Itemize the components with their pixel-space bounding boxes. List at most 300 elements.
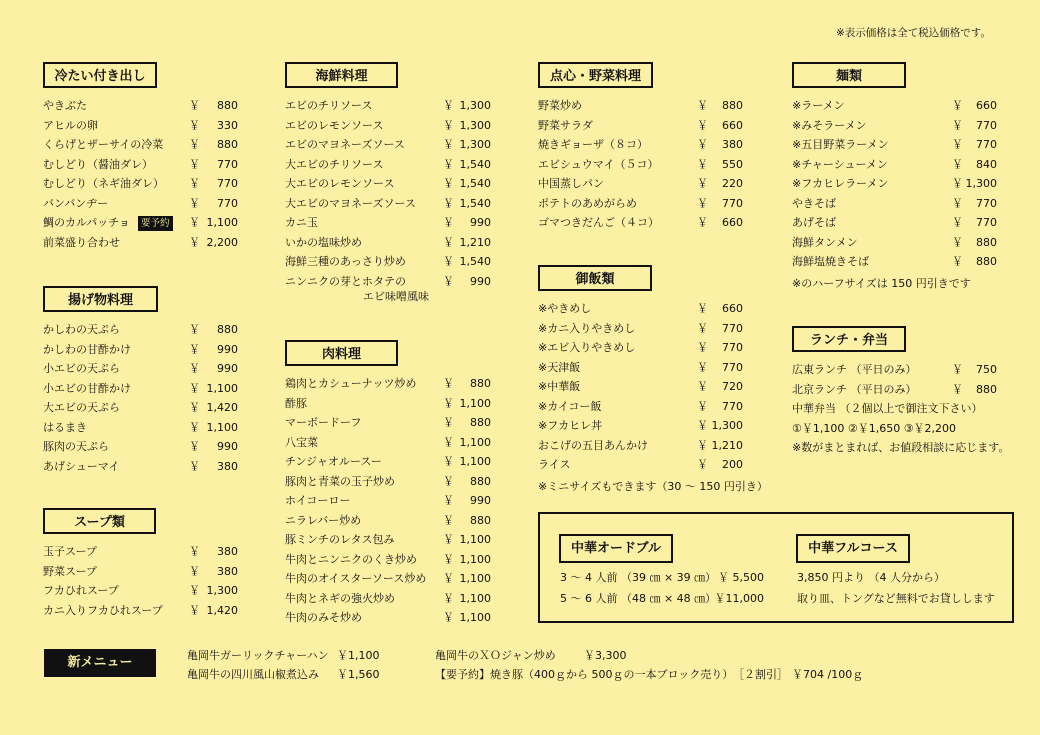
section-meat <box>285 340 491 628</box>
oeuvre-row-2-price: ￥11,000 <box>714 592 764 605</box>
menu-item-price: 990 <box>470 216 491 229</box>
menu-item-price: 660 <box>722 216 743 229</box>
yen-sign: ￥ <box>443 416 454 429</box>
yen-sign: ￥ <box>952 363 963 376</box>
yen-sign: ￥ <box>952 99 963 112</box>
yen-sign: ￥ <box>952 216 963 229</box>
menu-item-price: 880 <box>976 382 997 396</box>
menu-item-price: 770 <box>217 157 238 171</box>
menu-item-price: 380 <box>217 545 238 558</box>
menu-item <box>285 433 491 453</box>
menu-item <box>792 135 997 155</box>
menu-item <box>285 452 491 472</box>
menu-item-price: 990 <box>217 440 238 453</box>
menu-item-name: 広東ランチ （平日のみ） <box>792 363 917 376</box>
menu-item <box>43 96 238 116</box>
yen-sign: ￥ <box>443 99 454 112</box>
menu-item <box>285 155 491 175</box>
menu-item <box>43 359 238 379</box>
bento-prices: ①￥1,100 ②￥1,650 ③￥2,200 <box>792 421 957 435</box>
section-fried <box>43 286 238 476</box>
menu-item-name: ※やきめし <box>538 302 592 315</box>
noodles-note: ※のハーフサイズは 150 円引きです <box>792 276 971 290</box>
menu-item-name: マーボードーフ <box>285 416 362 429</box>
menu-item <box>285 472 491 492</box>
new-item-2-price: ￥1,560 <box>337 668 380 681</box>
menu-item-name: 鶏肉とカシューナッツ炒め <box>285 377 417 390</box>
menu-item-name: ※中華飯 <box>538 380 581 393</box>
yen-sign: ￥ <box>443 118 454 132</box>
menu-item <box>285 530 491 550</box>
menu-item-name: むしどり（醤油ダレ） <box>43 157 153 171</box>
menu-item <box>43 213 238 233</box>
yen-sign: ￥ <box>189 584 200 597</box>
menu-item-name: 海鮮三種のあっさり炒め <box>285 255 406 268</box>
yen-sign: ￥ <box>443 377 454 390</box>
menu-item-price: 1,100 <box>459 396 491 410</box>
section-title-fried: 揚げ物料理 <box>43 286 158 312</box>
section-dimsum <box>538 62 743 233</box>
section-lunch <box>792 326 1012 458</box>
yen-sign: ￥ <box>697 321 708 335</box>
yen-sign: ￥ <box>697 341 708 354</box>
menu-item-price: 550 <box>722 157 743 171</box>
menu-item <box>538 416 743 436</box>
menu-item-subtitle: エビ味噌風味 <box>363 289 429 303</box>
menu-item-name: ※チャーシューメン <box>792 157 888 171</box>
yen-sign: ￥ <box>952 382 963 396</box>
menu-item-name: ポテトのあめがらめ <box>538 196 637 210</box>
menu-item-price: 770 <box>976 196 997 210</box>
menu-item <box>285 608 491 628</box>
new-item-3-price: ￥3,300 <box>584 649 627 662</box>
yen-sign: ￥ <box>697 118 708 132</box>
menu-item-price: 880 <box>217 138 238 151</box>
menu-item <box>285 213 491 233</box>
yen-sign: ￥ <box>189 216 200 229</box>
menu-item-name: かしわの天ぷら <box>43 323 120 336</box>
menu-item-price: 770 <box>217 196 238 210</box>
menu-item <box>538 135 743 155</box>
menu-item <box>43 562 238 582</box>
menu-item-name: エビのチリソース <box>285 99 373 112</box>
reservation-badge: 要予約 <box>138 216 173 231</box>
menu-item-price: 380 <box>217 564 238 578</box>
menu-item <box>43 116 238 136</box>
section-seafood <box>285 62 491 307</box>
menu-item <box>43 437 238 457</box>
new-item-3-name: 亀岡牛のＸＯジャン炒め <box>435 649 556 662</box>
menu-item-price: 1,210 <box>711 438 743 452</box>
menu-item-name: 小エビの天ぷら <box>43 362 120 375</box>
new-item-4-text: 【要予約】焼き豚（400ｇから 500ｇの一本ブロック売り） <box>435 668 734 681</box>
menu-item-price: 1,100 <box>459 455 491 468</box>
menu-item-price: 1,100 <box>206 381 238 395</box>
menu-item-name: アヒルの卵 <box>43 118 98 132</box>
yen-sign: ￥ <box>443 533 454 546</box>
menu-item <box>43 457 238 477</box>
yen-sign: ￥ <box>189 342 200 356</box>
yen-sign: ￥ <box>697 438 708 452</box>
menu-item-name: 北京ランチ （平日のみ） <box>792 382 917 396</box>
oeuvre-row-1-price: ￥ 5,500 <box>718 571 764 584</box>
menu-item-name: ライス <box>538 458 571 471</box>
yen-sign: ￥ <box>189 99 200 112</box>
yen-sign: ￥ <box>697 196 708 210</box>
menu-item <box>285 233 491 253</box>
menu-item <box>538 338 743 358</box>
menu-item-price: 770 <box>722 399 743 413</box>
yen-sign: ￥ <box>697 302 708 315</box>
menu-item-name: 野菜スープ <box>43 564 97 578</box>
menu-item <box>792 233 997 253</box>
yen-sign: ￥ <box>189 381 200 395</box>
menu-item <box>538 455 743 475</box>
yen-sign: ￥ <box>697 216 708 229</box>
menu-item-price: 880 <box>976 235 997 249</box>
menu-item <box>285 550 491 570</box>
menu-item-name: かしわの甘酢かけ <box>43 342 131 356</box>
rice-note: ※ミニサイズもできます（30 ～ 150 円引き） <box>538 479 768 493</box>
menu-item-price: 200 <box>722 458 743 471</box>
yen-sign: ￥ <box>189 401 200 414</box>
new-item-4-price: ￥704 /100ｇ <box>792 668 864 681</box>
menu-item-price: 770 <box>722 341 743 354</box>
menu-item-name: ※カイコー飯 <box>538 399 602 413</box>
yen-sign: ￥ <box>443 216 454 229</box>
menu-item-name: 中国蒸しパン <box>538 177 604 190</box>
menu-item-price: 380 <box>722 138 743 151</box>
menu-item <box>43 398 238 418</box>
menu-item <box>43 155 238 175</box>
menu-item-name: 海鮮塩焼きそば <box>792 255 869 268</box>
yen-sign: ￥ <box>443 611 454 624</box>
menu-item <box>285 589 491 609</box>
menu-item <box>792 194 997 214</box>
section-title-meat: 肉料理 <box>285 340 398 366</box>
menu-item-name: やきそば <box>792 196 836 210</box>
menu-item <box>285 116 491 136</box>
menu-item-name: エビのマヨネーズソース <box>285 138 405 151</box>
menu-item-name: エビシュウマイ（５コ） <box>538 157 659 171</box>
yen-sign: ￥ <box>443 138 454 151</box>
menu-item-name: くらげとザーサイの冷菜 <box>43 138 164 151</box>
menu-item-name: 八宝菜 <box>285 435 318 449</box>
yen-sign: ￥ <box>443 552 454 566</box>
menu-item-name: ゴマつきだんご（４コ） <box>538 216 659 229</box>
menu-item <box>792 116 997 136</box>
tax-note: ※表示価格は全て税込価格です。 <box>836 27 991 39</box>
menu-item-name: いかの塩味炒め <box>285 235 362 249</box>
menu-item-name: バンバンヂー <box>43 196 109 210</box>
oeuvre-row-1-label: 3 ～ 4 人前 （39 ㎝ × 39 ㎝） <box>560 571 717 584</box>
menu-item-price: 1,210 <box>459 235 491 249</box>
section-rice <box>538 265 768 496</box>
menu-item <box>285 252 491 272</box>
yen-sign: ￥ <box>697 177 708 190</box>
yen-sign: ￥ <box>189 118 200 132</box>
menu-item <box>43 418 238 438</box>
fullcourse-title: 中華フルコース <box>796 534 910 563</box>
yen-sign: ￥ <box>443 157 454 171</box>
menu-item <box>538 116 743 136</box>
menu-item-price: 880 <box>470 416 491 429</box>
yen-sign: ￥ <box>189 323 200 336</box>
menu-item-price: 770 <box>217 177 238 190</box>
menu-item-name: 野菜炒め <box>538 99 582 112</box>
fullcourse-line-2: 取り皿、トングなど無料でお貸しします <box>797 592 995 605</box>
yen-sign: ￥ <box>443 455 454 468</box>
menu-item <box>792 213 997 233</box>
menu-item-name: はるまき <box>43 420 87 434</box>
section-title-noodles: 麺類 <box>792 62 906 88</box>
menu-item-price: 1,100 <box>206 216 238 229</box>
menu-item <box>285 413 491 433</box>
menu-item-price: 880 <box>470 377 491 390</box>
fullcourse-line-1: 3,850 円より （4 人分から） <box>797 571 945 584</box>
new-item-1-name: 亀岡牛ガーリックチャーハン <box>187 649 329 662</box>
new-item-2-name: 亀岡牛の四川風山椒煮込み <box>187 668 319 681</box>
menu-item <box>285 569 491 589</box>
yen-sign: ￥ <box>189 138 200 151</box>
menu-item-price: 1,100 <box>459 572 491 585</box>
menu-item-price: 1,300 <box>459 99 491 112</box>
menu-item <box>43 542 238 562</box>
menu-item-name: 大エビのレモンソース <box>285 177 395 190</box>
yen-sign: ￥ <box>443 572 454 585</box>
menu-item <box>285 394 491 414</box>
yen-sign: ￥ <box>952 157 963 171</box>
menu-item-name: ホイコーロー <box>285 494 351 507</box>
menu-item-price: 880 <box>217 323 238 336</box>
yen-sign: ￥ <box>189 196 200 210</box>
section-title-soup: スープ類 <box>43 508 156 534</box>
menu-item <box>538 436 743 456</box>
yen-sign: ￥ <box>443 513 454 527</box>
menu-item-name: 牛肉のオイスターソース炒め <box>285 572 427 585</box>
menu-item-price: 660 <box>976 99 997 112</box>
menu-item-price: 770 <box>722 196 743 210</box>
menu-item-price: 1,540 <box>459 255 491 268</box>
menu-item <box>285 96 491 116</box>
menu-item-name: 野菜サラダ <box>538 118 593 132</box>
menu-item-name: 海鮮タンメン <box>792 235 858 249</box>
menu-item-name: ※フカヒレ丼 <box>538 419 603 432</box>
menu-item <box>792 360 1012 380</box>
oeuvre-row-2-label: 5 ～ 6 人前 （48 ㎝ × 48 ㎝） <box>560 592 717 605</box>
menu-item-name: 玉子スープ <box>43 545 97 558</box>
yen-sign: ￥ <box>697 157 708 171</box>
menu-item-price: 660 <box>722 118 743 132</box>
menu-item-name: 大エビのチリソース <box>285 157 384 171</box>
menu-item-name: あげそば <box>792 216 836 229</box>
menu-item-name: エビのレモンソース <box>285 118 384 132</box>
menu-item-price: 1,100 <box>459 552 491 566</box>
menu-item <box>538 299 743 319</box>
yen-sign: ￥ <box>189 177 200 190</box>
menu-item <box>538 174 743 194</box>
menu-item-name: ※エビ入りやきめし <box>538 341 636 354</box>
menu-item-name: カニ入りフカひれスープ <box>43 603 163 617</box>
menu-item <box>43 340 238 360</box>
new-item-1-price: ￥1,100 <box>337 649 380 662</box>
yen-sign: ￥ <box>952 255 963 268</box>
menu-item-name: ※ラーメン <box>792 99 845 112</box>
menu-item-name: ※五目野菜ラーメン <box>792 138 889 151</box>
yen-sign: ￥ <box>443 255 454 268</box>
menu-item-price: 880 <box>470 513 491 527</box>
menu-item <box>285 174 491 194</box>
menu-item-price: 770 <box>976 216 997 229</box>
menu-item <box>792 380 1012 400</box>
menu-item-name: フカひれスープ <box>43 584 119 597</box>
menu-item-price: 1,300 <box>965 177 997 190</box>
menu-item-price: 2,200 <box>206 235 238 249</box>
menu-item-name: おこげの五目あんかけ <box>538 438 648 452</box>
menu-item-name: 豚ミンチのレタス包み <box>285 533 395 546</box>
section-title-lunch: ランチ・弁当 <box>792 326 906 352</box>
yen-sign: ￥ <box>443 435 454 449</box>
menu-item <box>285 135 491 155</box>
menu-item-price: 990 <box>470 274 491 288</box>
menu-item-price: 770 <box>976 138 997 151</box>
menu-item-name: 焼きギョーザ（８コ） <box>538 138 648 151</box>
bento-text: 中華弁当 （２個以上で御注文下さい） <box>792 402 983 415</box>
menu-item-price: 720 <box>722 380 743 393</box>
menu-item <box>43 601 238 621</box>
menu-item-name: 酢豚 <box>285 396 307 410</box>
new-menu-label: 新メニュー <box>44 649 156 677</box>
menu-item-price: 1,540 <box>459 196 491 210</box>
menu-item-price: 750 <box>976 363 997 376</box>
yen-sign: ￥ <box>189 420 200 434</box>
menu-item-name: ※みそラーメン <box>792 118 867 132</box>
yen-sign: ￥ <box>189 157 200 171</box>
yen-sign: ￥ <box>952 177 963 190</box>
section-title-rice: 御飯類 <box>538 265 652 291</box>
menu-item <box>43 320 238 340</box>
section-soup <box>43 508 238 620</box>
menu-item-price: 380 <box>217 459 238 473</box>
menu-item-price: 770 <box>976 118 997 132</box>
menu-item <box>538 213 743 233</box>
menu-item-name: 鯛のカルパッチョ <box>43 216 130 229</box>
menu-item <box>43 174 238 194</box>
menu-item-price: 220 <box>722 177 743 190</box>
menu-item-price: 1,540 <box>459 157 491 171</box>
menu-item-price: 1,300 <box>459 138 491 151</box>
menu-item-price: 1,300 <box>711 419 743 432</box>
menu-item-price: 990 <box>217 342 238 356</box>
yen-sign: ￥ <box>189 440 200 453</box>
menu-item-price: 880 <box>217 99 238 112</box>
menu-item <box>538 358 743 378</box>
menu-item-price: 880 <box>976 255 997 268</box>
menu-item-name: 大エビの天ぷら <box>43 401 120 414</box>
menu-item-name: 牛肉とニンニクのくき炒め <box>285 552 417 566</box>
menu-item <box>792 252 997 272</box>
menu-item-price: 880 <box>722 99 743 112</box>
yen-sign: ￥ <box>443 177 454 190</box>
menu-item-price: 990 <box>470 494 491 507</box>
menu-item-name: ニンニクの芽とホタテの <box>285 274 406 288</box>
menu-item <box>538 96 743 116</box>
yen-sign: ￥ <box>697 360 708 374</box>
menu-item-name: 豚肉と青菜の玉子炒め <box>285 474 395 488</box>
menu-item-name: ※フカヒレラーメン <box>792 177 889 190</box>
menu-item-price: 1,100 <box>459 533 491 546</box>
yen-sign: ￥ <box>443 274 454 288</box>
yen-sign: ￥ <box>189 564 200 578</box>
menu-item <box>538 194 743 214</box>
menu-item-name: あげシューマイ <box>43 459 120 473</box>
menu-item <box>43 194 238 214</box>
section-title-dimsum: 点心・野菜料理 <box>538 62 653 88</box>
menu-item-price: 840 <box>976 157 997 171</box>
menu-item-name: やきぶた <box>43 99 87 112</box>
yen-sign: ￥ <box>189 545 200 558</box>
menu-item-price: 1,100 <box>206 420 238 434</box>
menu-item-price: 1,420 <box>206 401 238 414</box>
yen-sign: ￥ <box>189 603 200 617</box>
yen-sign: ￥ <box>443 494 454 507</box>
menu-item <box>792 155 997 175</box>
menu-item-name: 牛肉とネギの強火炒め <box>285 591 395 605</box>
menu-item-name: 豚肉の天ぷら <box>43 440 109 453</box>
menu-item <box>538 155 743 175</box>
menu-item <box>43 379 238 399</box>
menu-item <box>285 374 491 394</box>
menu-item-price: 770 <box>722 321 743 335</box>
menu-item <box>792 96 997 116</box>
section-cold <box>43 62 238 252</box>
yen-sign: ￥ <box>443 396 454 410</box>
yen-sign: ￥ <box>443 196 454 210</box>
yen-sign: ￥ <box>443 235 454 249</box>
oeuvre-title: 中華オードブル <box>559 534 673 563</box>
menu-item-price: 1,540 <box>459 177 491 190</box>
menu-item-name: ※天津飯 <box>538 360 581 374</box>
menu-item-price: 770 <box>722 360 743 374</box>
menu-item <box>538 319 743 339</box>
menu-item-name: むしどり（ネギ油ダレ） <box>43 177 164 190</box>
yen-sign: ￥ <box>189 459 200 473</box>
menu-item-name: 前菜盛り合わせ <box>43 235 120 249</box>
menu-item-name: 大エビのマヨネーズソース <box>285 196 416 210</box>
section-title-seafood: 海鮮料理 <box>285 62 398 88</box>
yen-sign: ￥ <box>697 138 708 151</box>
menu-item-name: チンジャオルースー <box>285 455 382 468</box>
menu-item <box>43 233 238 253</box>
menu-item-price: 1,100 <box>459 591 491 605</box>
menu-item-price: 1,300 <box>459 118 491 132</box>
party-box <box>538 512 1014 623</box>
yen-sign: ￥ <box>952 196 963 210</box>
yen-sign: ￥ <box>952 235 963 249</box>
menu-item <box>43 135 238 155</box>
menu-item-price: 1,420 <box>206 603 238 617</box>
yen-sign: ￥ <box>697 419 708 432</box>
menu-item <box>285 511 491 531</box>
menu-item-name: ニラレバー炒め <box>285 513 362 527</box>
menu-item-name: カニ玉 <box>285 216 318 229</box>
menu-item <box>538 377 743 397</box>
menu-item-price: 330 <box>217 118 238 132</box>
menu-item-name: ※カニ入りやきめし <box>538 321 636 335</box>
menu-item <box>538 397 743 417</box>
section-title-cold: 冷たい付き出し <box>43 62 157 88</box>
yen-sign: ￥ <box>697 99 708 112</box>
